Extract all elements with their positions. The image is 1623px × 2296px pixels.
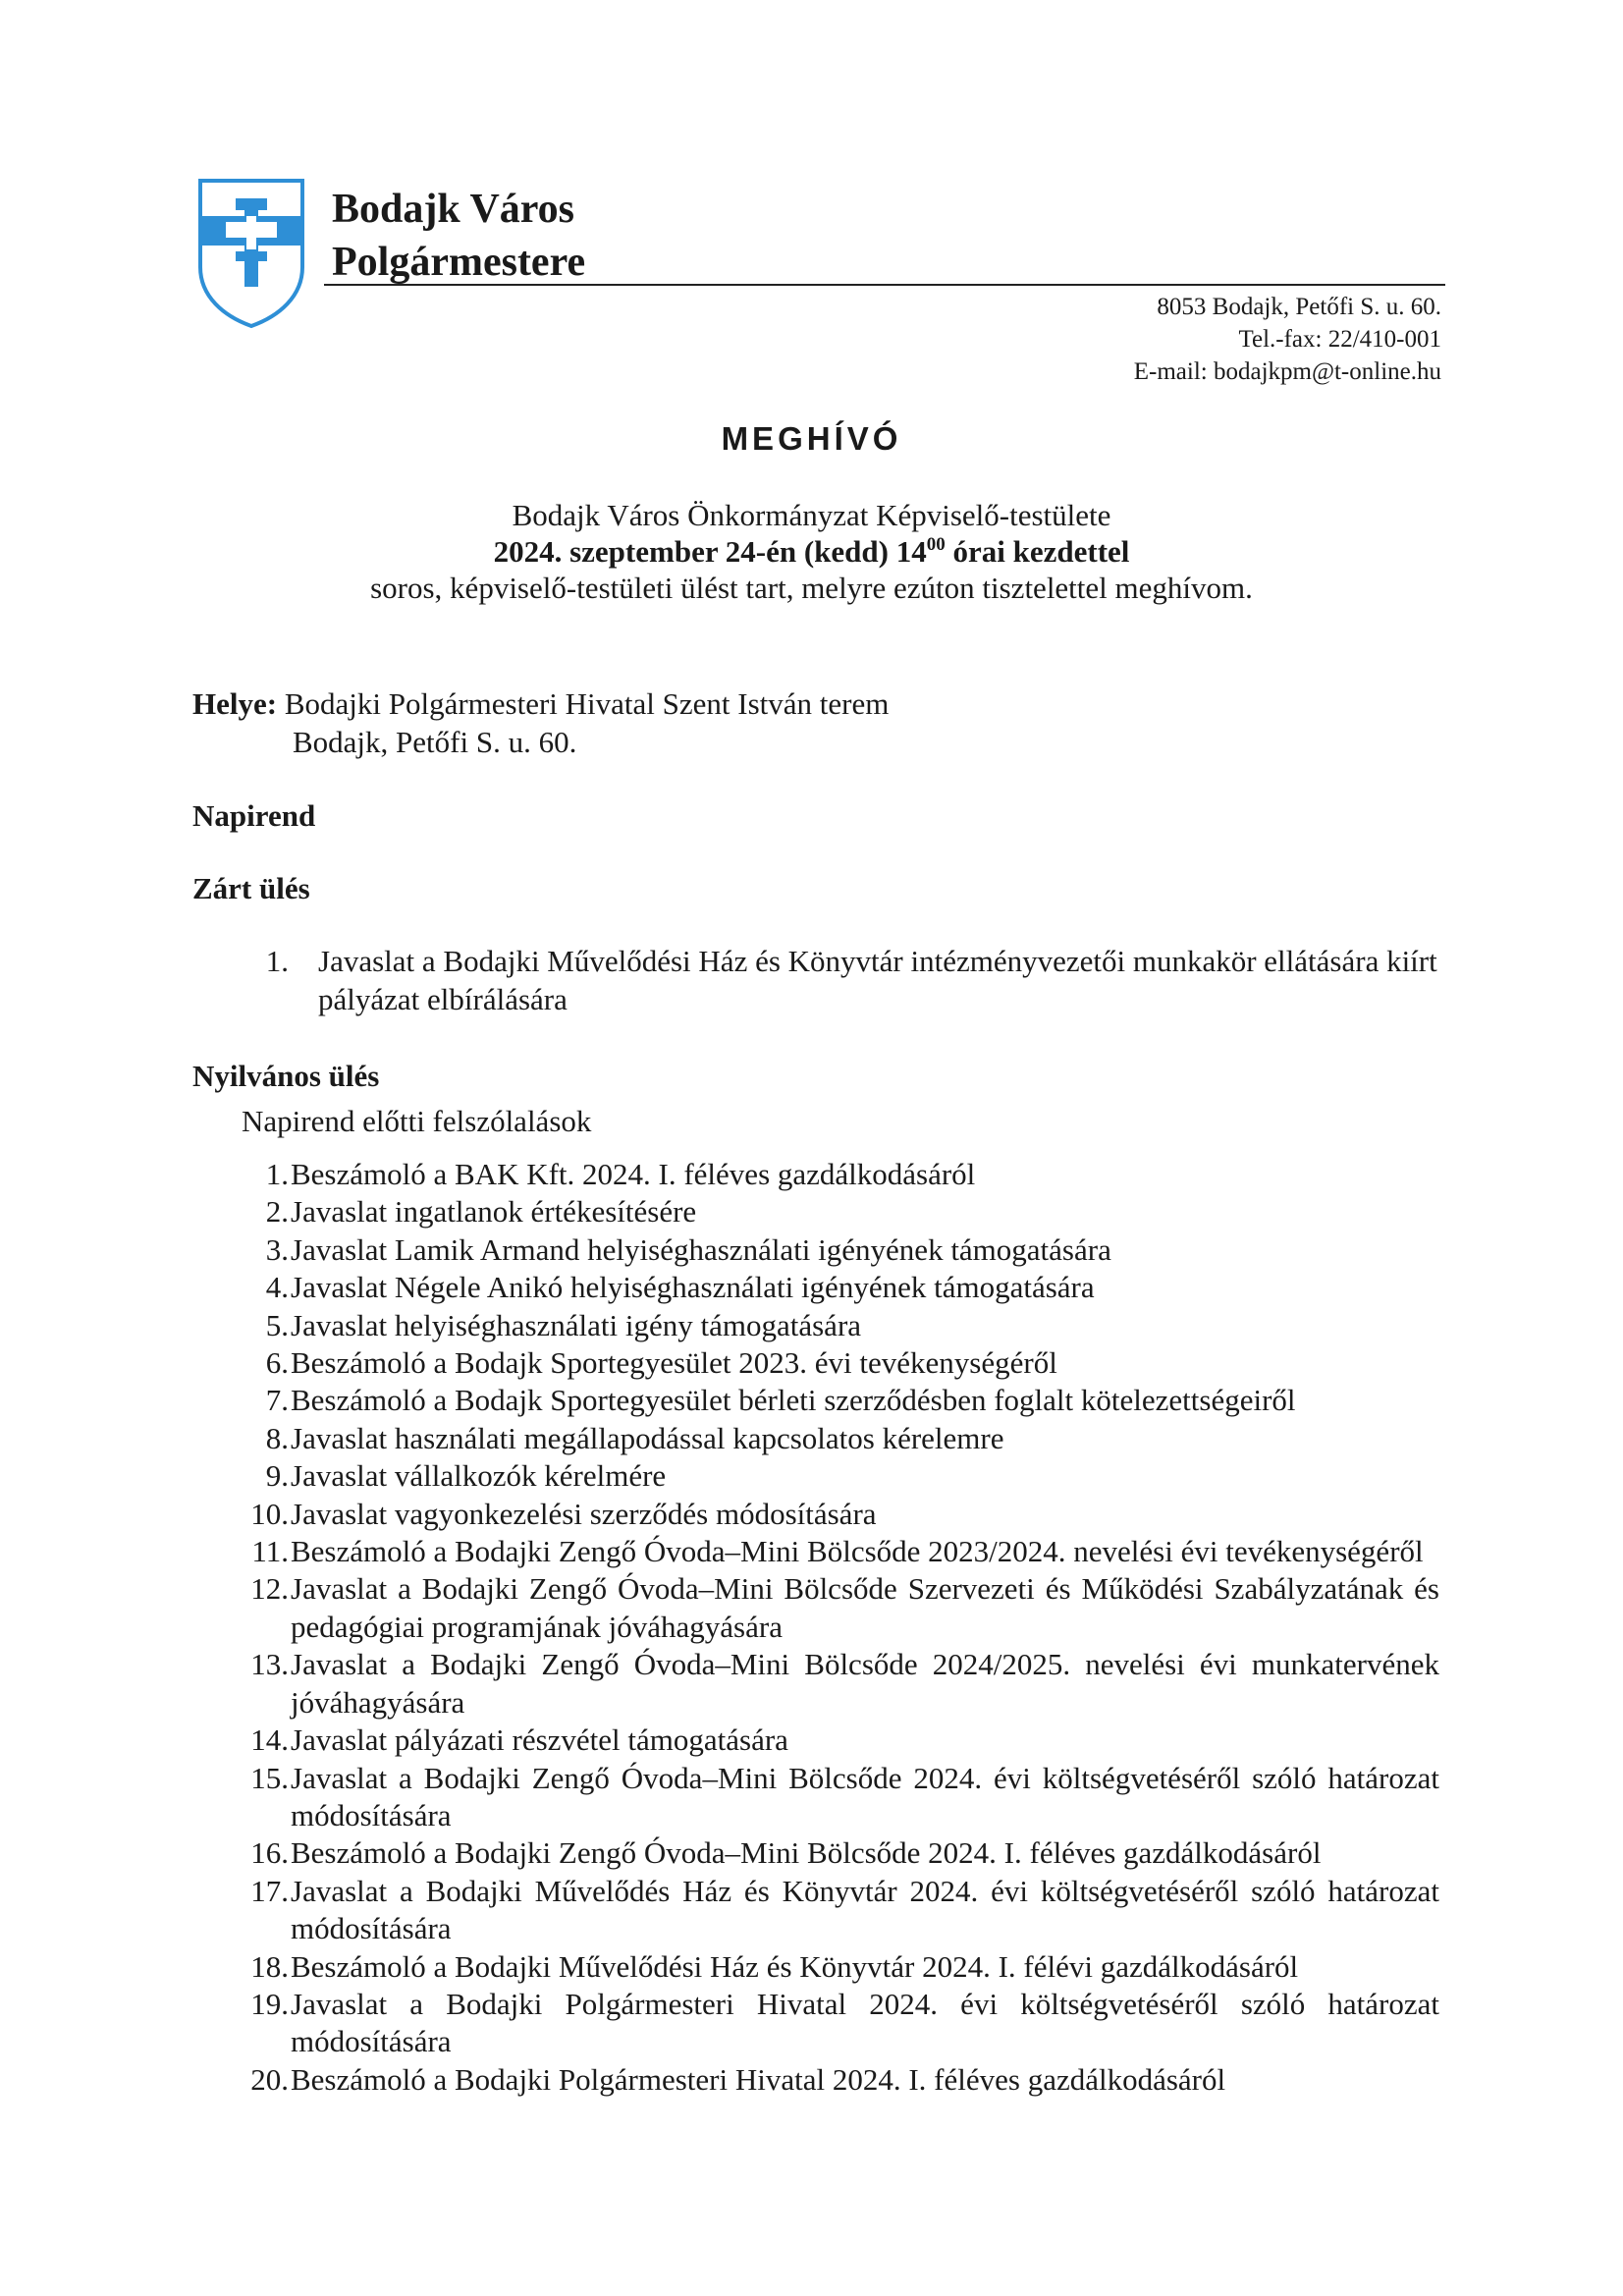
item-number: 16. xyxy=(250,1835,289,1871)
agenda-item xyxy=(192,1570,1439,1646)
item-text: Javaslat használati megállapodással kapcsolatos kérelemre xyxy=(291,1420,1004,1455)
document-title: MEGHÍVÓ xyxy=(721,420,902,457)
closed-agenda-item xyxy=(192,942,1439,1018)
item-number: 7. xyxy=(265,1383,289,1418)
agenda-heading: Napirend xyxy=(192,798,316,833)
item-number: 9. xyxy=(265,1458,289,1494)
item-number: 20. xyxy=(250,2061,289,2097)
agenda-item xyxy=(192,1873,1439,1948)
meeting-date xyxy=(0,533,1623,570)
item-number: 1. xyxy=(265,944,289,978)
item-text: Beszámoló a Bodajki Zengő Óvoda–Mini Bölcsőde 2023/2024. nevelési évi tevékenységéről xyxy=(291,1534,1424,1569)
agenda-item xyxy=(192,1231,1439,1269)
agenda-item xyxy=(192,1156,1439,1193)
item-number: 17. xyxy=(250,1873,289,1908)
item-number: 2. xyxy=(265,1194,289,1230)
item-text: Beszámoló a Bodajki Zengő Óvoda–Mini Bölcsőde 2024. I. féléves gazdálkodásáról xyxy=(291,1835,1322,1871)
item-number: 10. xyxy=(250,1496,289,1531)
public-agenda-list xyxy=(192,1156,1439,2099)
place-line-2: Bodajk, Petőfi S. u. 60. xyxy=(293,725,577,759)
item-number: 8. xyxy=(265,1420,289,1455)
issuer-name xyxy=(332,183,585,289)
meeting-date-text: 2024. szeptember 24-én (kedd) 14 xyxy=(493,534,927,569)
agenda-item xyxy=(192,1533,1439,1570)
agenda-item xyxy=(192,2061,1439,2099)
intro-line-1: Bodajk Város Önkormányzat Képviselő-testülete xyxy=(512,498,1111,532)
item-text: Javaslat vállalkozók kérelmére xyxy=(291,1458,667,1494)
item-text: Javaslat a Bodajki Zengő Óvoda–Mini Bölcsőde 2024. évi költségvetéséről szóló határozat módosítására xyxy=(291,1760,1439,1832)
item-text: Beszámoló a BAK Kft. 2024. I. féléves gazdálkodásáról xyxy=(291,1157,976,1191)
intro-line-3: soros, képviselő-testületi ülést tart, melyre ezúton tisztelettel meghívom. xyxy=(370,571,1253,605)
item-number: 19. xyxy=(250,1986,289,2021)
agenda-item xyxy=(192,1834,1439,1872)
contact-address: 8053 Bodajk, Petőfi S. u. 60. xyxy=(1157,294,1441,320)
agenda-item xyxy=(192,1760,1439,1835)
closed-session-heading: Zárt ülés xyxy=(192,871,310,905)
meeting-time-minutes: 00 xyxy=(926,534,946,555)
agenda-item xyxy=(192,1307,1439,1344)
coat-of-arms-icon xyxy=(196,177,306,330)
item-text: Beszámoló a Bodajki Művelődési Ház és Könyvtár 2024. I. félévi gazdálkodásáról xyxy=(291,1948,1299,1984)
item-text: Javaslat Lamik Armand helyiséghasználati igényének támogatására xyxy=(291,1231,1111,1267)
item-text: Javaslat helyiséghasználati igény támogatására xyxy=(291,1307,862,1342)
invitation-intro xyxy=(0,497,1623,606)
item-text: Javaslat a Bodajki Zengő Óvoda–Mini Bölcsőde Szervezeti és Működési Szabályzatának és pedagógiai programjának jóváhagyására xyxy=(291,1571,1439,1644)
meeting-place xyxy=(192,684,889,761)
item-text: Javaslat ingatlanok értékesítésére xyxy=(291,1194,697,1230)
item-text: Javaslat a Bodajki Művelődési Ház és Könyvtár intézményvezetői munkakör ellátására kiírt pályázat elbírálására xyxy=(318,944,1437,1016)
item-number: 1. xyxy=(265,1157,289,1191)
pre-agenda-remarks: Napirend előtti felszólalások xyxy=(242,1104,592,1138)
item-number: 12. xyxy=(250,1571,289,1607)
item-number: 15. xyxy=(250,1760,289,1795)
item-text: Beszámoló a Bodajk Sportegyesület bérleti szerződésben foglalt kötelezettségeiről xyxy=(291,1383,1296,1418)
item-number: 6. xyxy=(265,1345,289,1381)
item-number: 11. xyxy=(251,1534,289,1569)
issuer-line-2: Polgármestere xyxy=(332,240,586,285)
agenda-item xyxy=(192,1722,1439,1759)
item-text: Javaslat a Bodajki Polgármesteri Hivatal 2024. évi költségvetéséről szóló határozat módosítására xyxy=(291,1986,1439,2059)
agenda-item xyxy=(192,1382,1439,1419)
contact-phone: Tel.-fax: 22/410-001 xyxy=(1238,326,1441,353)
item-number: 18. xyxy=(250,1948,289,1984)
item-number: 13. xyxy=(250,1647,289,1682)
item-number: 5. xyxy=(265,1307,289,1342)
issuer-line-1: Bodajk Város xyxy=(332,187,575,232)
agenda-item xyxy=(192,1646,1439,1722)
meeting-time-suffix: órai kezdettel xyxy=(945,534,1130,569)
agenda-item xyxy=(192,1344,1439,1382)
agenda-item xyxy=(192,1457,1439,1495)
item-text: Javaslat a Bodajki Művelődés Ház és Könyvtár 2024. évi költségvetéséről szóló határozat módosítására xyxy=(291,1873,1439,1946)
header-divider xyxy=(324,284,1445,286)
item-text: Javaslat a Bodajki Zengő Óvoda–Mini Bölcsőde 2024/2025. nevelési évi munkatervének jóváhagyására xyxy=(291,1647,1439,1720)
place-line-1: Bodajki Polgármesteri Hivatal Szent István terem xyxy=(277,686,890,721)
item-number: 14. xyxy=(250,1722,289,1758)
public-session-heading: Nyilvános ülés xyxy=(192,1059,380,1093)
contact-email: E-mail: bodajkpm@t-online.hu xyxy=(1133,358,1441,385)
agenda-item xyxy=(192,1496,1439,1533)
item-text: Javaslat pályázati részvétel támogatására xyxy=(291,1722,788,1758)
item-text: Javaslat vagyonkezelési szerződés módosítására xyxy=(291,1496,877,1531)
agenda-item xyxy=(192,1269,1439,1306)
agenda-item xyxy=(192,1420,1439,1457)
place-label: Helye: xyxy=(192,686,278,721)
agenda-item xyxy=(192,1986,1439,2061)
item-number: 3. xyxy=(265,1231,289,1267)
item-number: 4. xyxy=(265,1270,289,1305)
agenda-item xyxy=(192,1948,1439,1986)
item-text: Javaslat Négele Anikó helyiséghasználati igényének támogatására xyxy=(291,1270,1095,1305)
item-text: Beszámoló a Bodajk Sportegyesület 2023. évi tevékenységéről xyxy=(291,1345,1057,1381)
agenda-item xyxy=(192,1193,1439,1230)
item-text: Beszámoló a Bodajki Polgármesteri Hivatal 2024. I. féléves gazdálkodásáról xyxy=(291,2061,1226,2097)
contact-block xyxy=(1134,291,1441,388)
